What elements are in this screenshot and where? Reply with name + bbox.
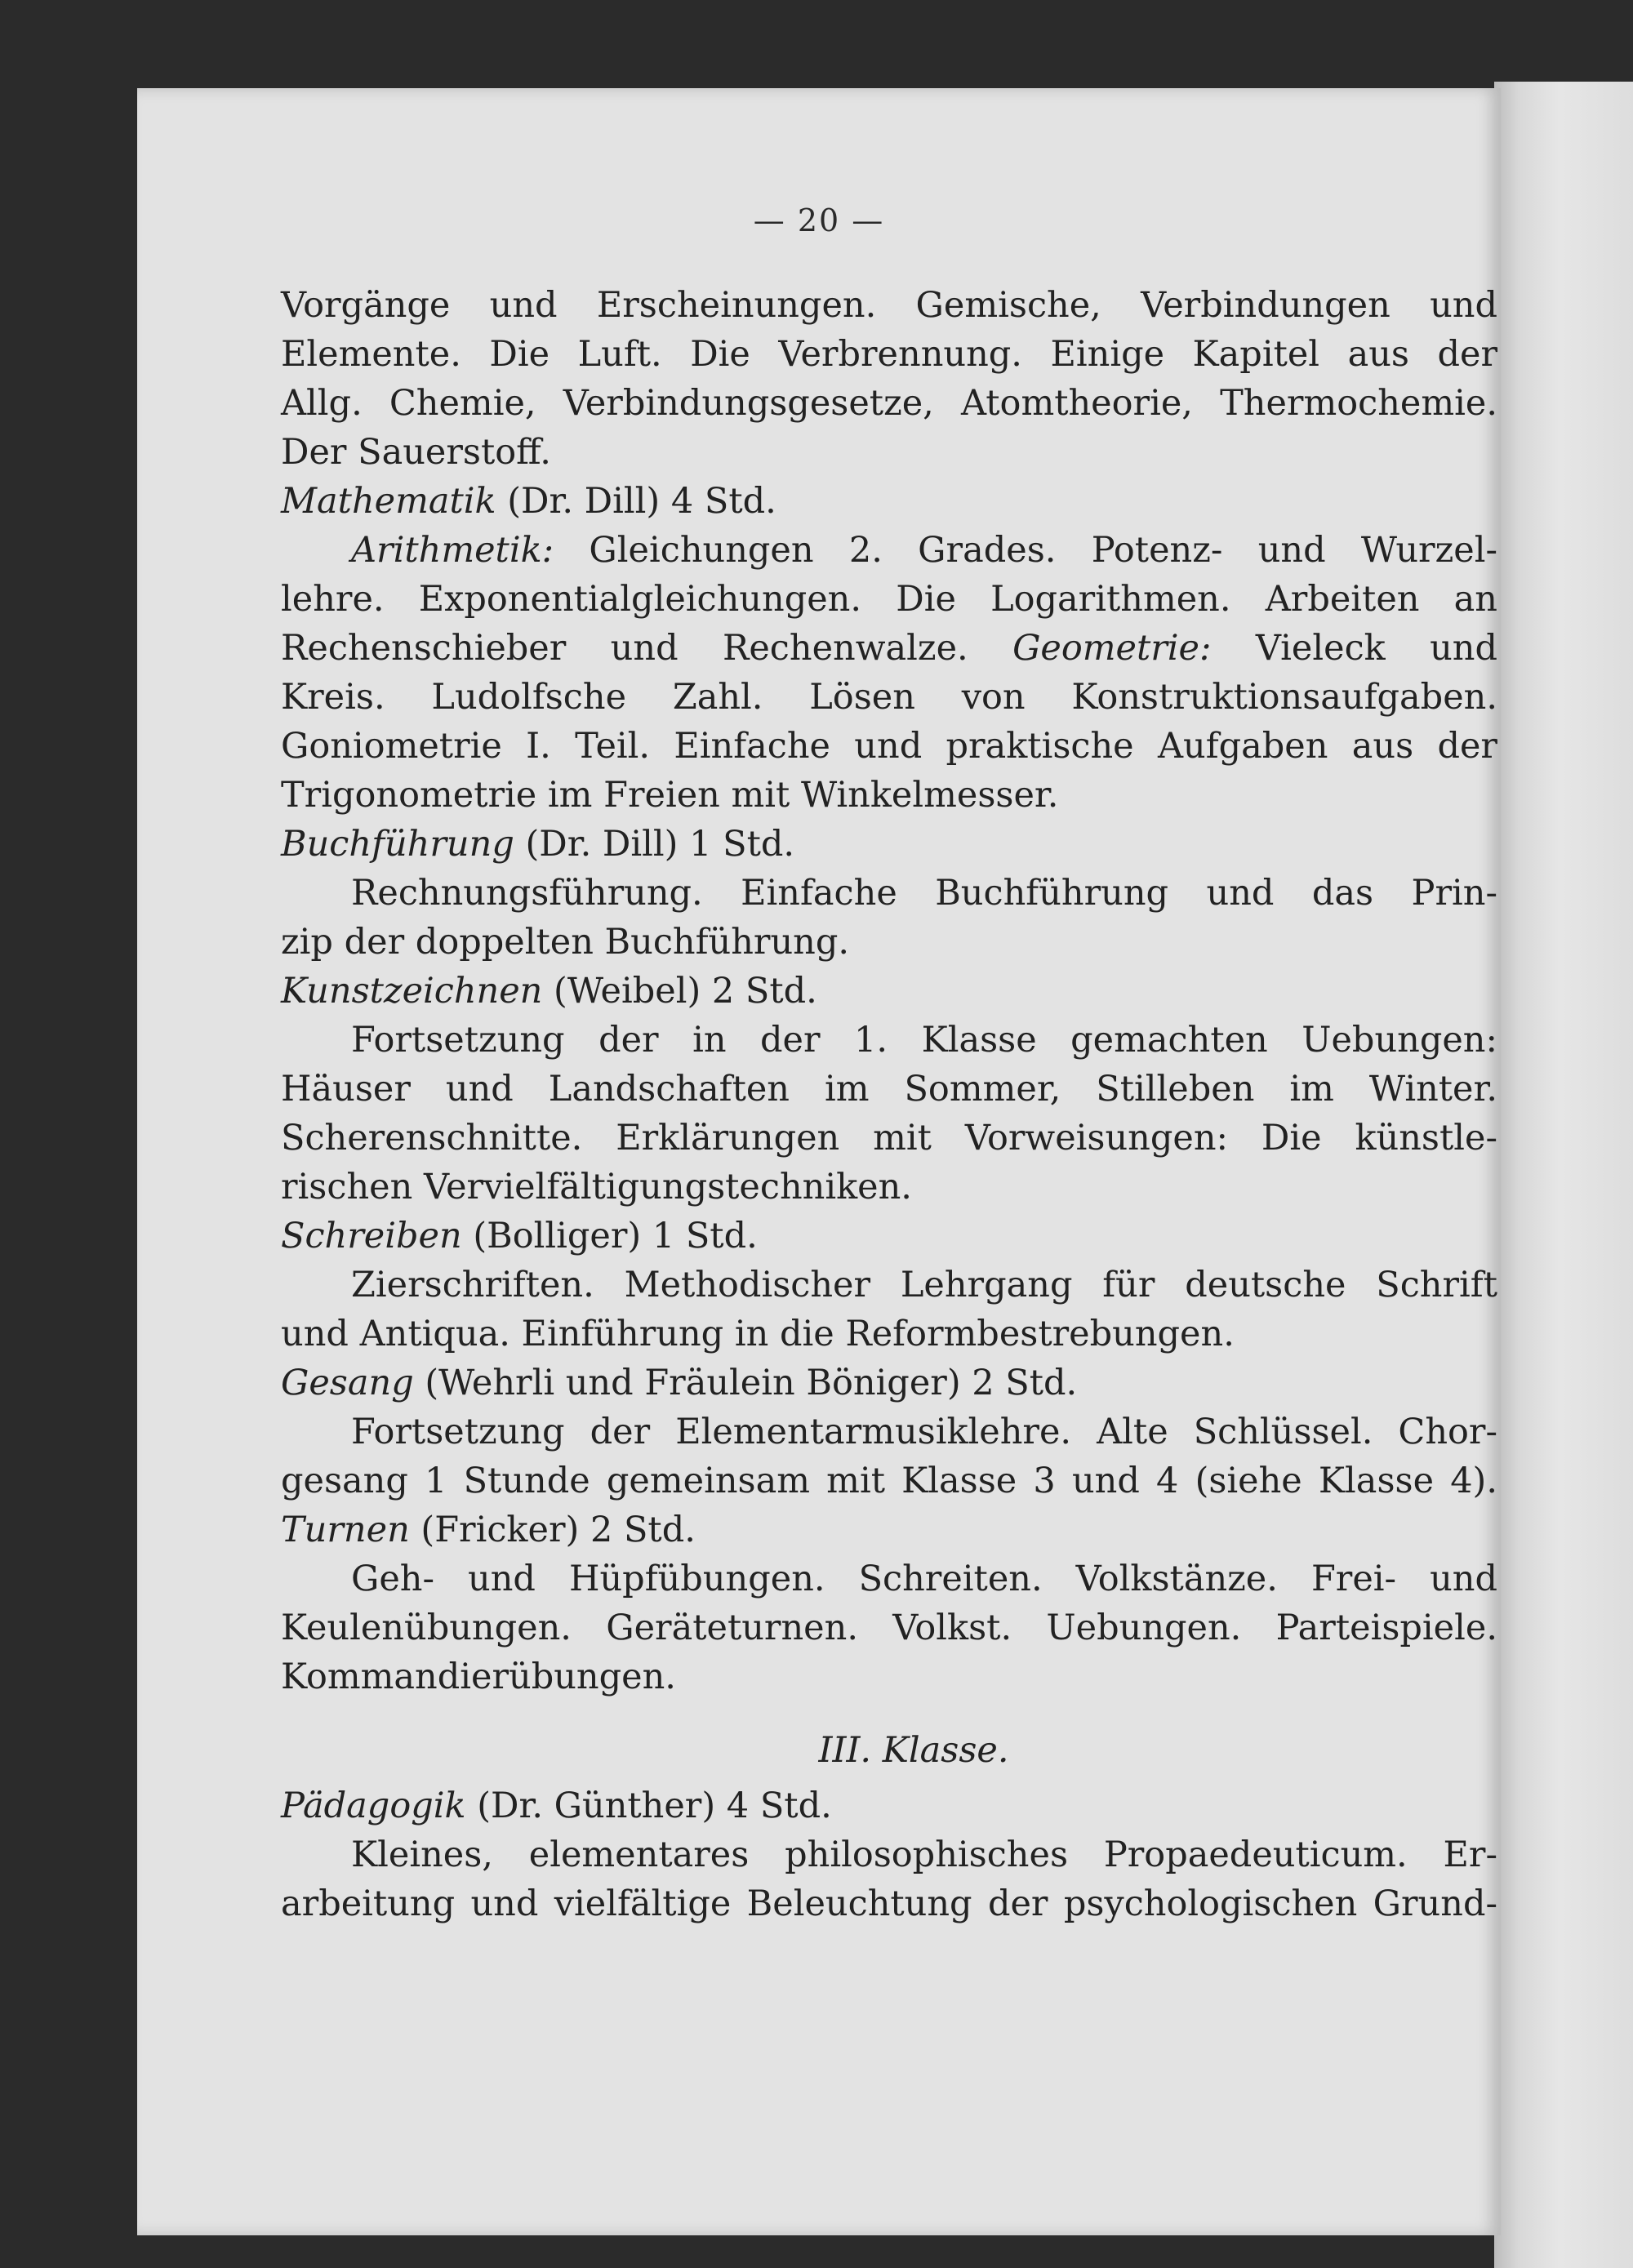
text-run: Kreis. Ludolfsche Zahl. Lösen von Konstruktionsaufgaben.: [281, 677, 1497, 718]
adjacent-page-edge: [1494, 82, 1633, 2268]
text-run: arbeitung und vielfältige Beleuchtung der psychologischen Grund-: [281, 1883, 1497, 1924]
subject-detail: (Dr. Günther) 4 Std.: [465, 1785, 832, 1826]
text-line: Allg. Chemie, Verbindungsgesetze, Atomtheorie, Thermochemie.: [281, 383, 1497, 424]
subject-name: Kunstzeichnen: [281, 971, 543, 1012]
page-number: — 20 —: [753, 202, 885, 238]
subject-heading: [281, 967, 1497, 1016]
text-line: [281, 673, 1497, 722]
subject-detail: (Dr. Dill) 4 Std.: [496, 481, 776, 522]
text-run: Keulenübungen. Geräteturnen. Volkst. Uebungen. Parteispiele.: [281, 1608, 1497, 1648]
text-line: [281, 575, 1497, 624]
text-run: Zierschriften. Methodischer Lehrgang für deutsche Schrift: [351, 1265, 1497, 1305]
subject-heading: [281, 1781, 1497, 1830]
subject-name: Schreiben: [281, 1216, 462, 1256]
subject-detail: (Fricker) 2 Std.: [409, 1510, 696, 1550]
text-line: [281, 1163, 1497, 1212]
section-gap: [281, 1701, 1497, 1726]
text-run: zip der doppelten Buchführung.: [281, 922, 850, 963]
text-run: Rechnungsführung. Einfache Buchführung und das Prin-: [351, 873, 1497, 914]
subject-heading: [281, 1359, 1497, 1407]
text-line: [281, 1016, 1497, 1065]
subject-heading: [281, 1212, 1497, 1261]
text-line: Elemente. Die Luft. Die Verbrennung. Einige Kapitel aus der: [281, 334, 1497, 375]
text-line: [281, 1603, 1497, 1652]
text-run: Kleines, elementares philosophisches Propaedeuticum. Er-: [351, 1834, 1497, 1875]
subject-name: Mathematik: [281, 481, 496, 522]
text-line: [281, 1456, 1497, 1505]
subject-detail: (Wehrli und Fräulein Böniger) 2 Std.: [413, 1363, 1078, 1403]
text-line: [281, 1554, 1497, 1603]
subject-detail: (Bolliger) 1 Std.: [461, 1216, 758, 1256]
text-run: Kommandierübungen.: [281, 1657, 676, 1697]
text-line: [281, 771, 1497, 820]
text-line: [281, 624, 1497, 673]
topic-label: Geometrie:: [1012, 628, 1212, 669]
text-line: Der Sauerstoff.: [281, 432, 551, 473]
document-page: [137, 88, 1501, 2235]
text-run: Scherenschnitte. Erklärungen mit Vorweisungen: Die künstle-: [281, 1118, 1497, 1158]
text-line: [281, 869, 1497, 918]
subject-name: Turnen: [281, 1510, 410, 1550]
subject-heading: [281, 1505, 1497, 1554]
topic-label: Arithmetik:: [351, 530, 554, 571]
text-line: [281, 1310, 1497, 1359]
subject-detail: (Dr. Dill) 1 Std.: [514, 824, 795, 865]
class-heading: III. Klasse.: [818, 1730, 1009, 1771]
body-text: [281, 281, 1497, 1928]
text-line: [281, 722, 1497, 771]
text-run: Goniometrie I. Teil. Einfache und praktische Aufgaben aus der: [281, 726, 1497, 767]
subject-heading: [281, 477, 1497, 526]
subject-name: Gesang: [281, 1363, 414, 1403]
text-run: Geh- und Hüpfübungen. Schreiten. Volkstänze. Frei- und: [351, 1559, 1497, 1599]
text-line: [281, 918, 1497, 967]
text-line: [281, 1065, 1497, 1114]
text-line: [281, 1114, 1497, 1163]
text-line: [281, 526, 1497, 575]
text-run: Trigonometrie im Freien mit Winkelmesser.: [281, 775, 1059, 816]
text-run: Gleichungen 2. Grades. Potenz- und Wurzel-: [554, 530, 1497, 571]
text-line: Vorgänge und Erscheinungen. Gemische, Verbindungen und: [281, 285, 1497, 326]
text-run: lehre. Exponentialgleichungen. Die Logarithmen. Arbeiten an: [281, 579, 1497, 620]
text-run: und Antiqua. Einführung in die Reformbestrebungen.: [281, 1314, 1235, 1354]
subject-detail: (Weibel) 2 Std.: [542, 971, 817, 1012]
section-gap: [281, 1775, 1497, 1781]
subject-heading: [281, 820, 1497, 869]
subject-name: Buchführung: [281, 824, 514, 865]
text-run: Vieleck und: [1211, 628, 1497, 669]
text-line: [281, 1652, 1497, 1701]
text-line: [281, 1407, 1497, 1456]
text-run: rischen Vervielfältigungstechniken.: [281, 1167, 912, 1207]
text-line: [281, 1830, 1497, 1879]
text-run: Häuser und Landschaften im Sommer, Stilleben im Winter.: [281, 1069, 1497, 1110]
text-line: [281, 1261, 1497, 1310]
subject-name: Pädagogik: [281, 1785, 466, 1826]
text-line: [281, 1879, 1497, 1928]
text-run: Rechenschieber und Rechenwalze.: [281, 628, 1013, 669]
text-run: Fortsetzung der Elementarmusiklehre. Alte Schlüssel. Chor-: [351, 1412, 1497, 1452]
text-run: Fortsetzung der in der 1. Klasse gemachten Uebungen:: [351, 1020, 1497, 1061]
text-run: gesang 1 Stunde gemeinsam mit Klasse 3 und 4 (siehe Klasse 4).: [281, 1461, 1497, 1501]
